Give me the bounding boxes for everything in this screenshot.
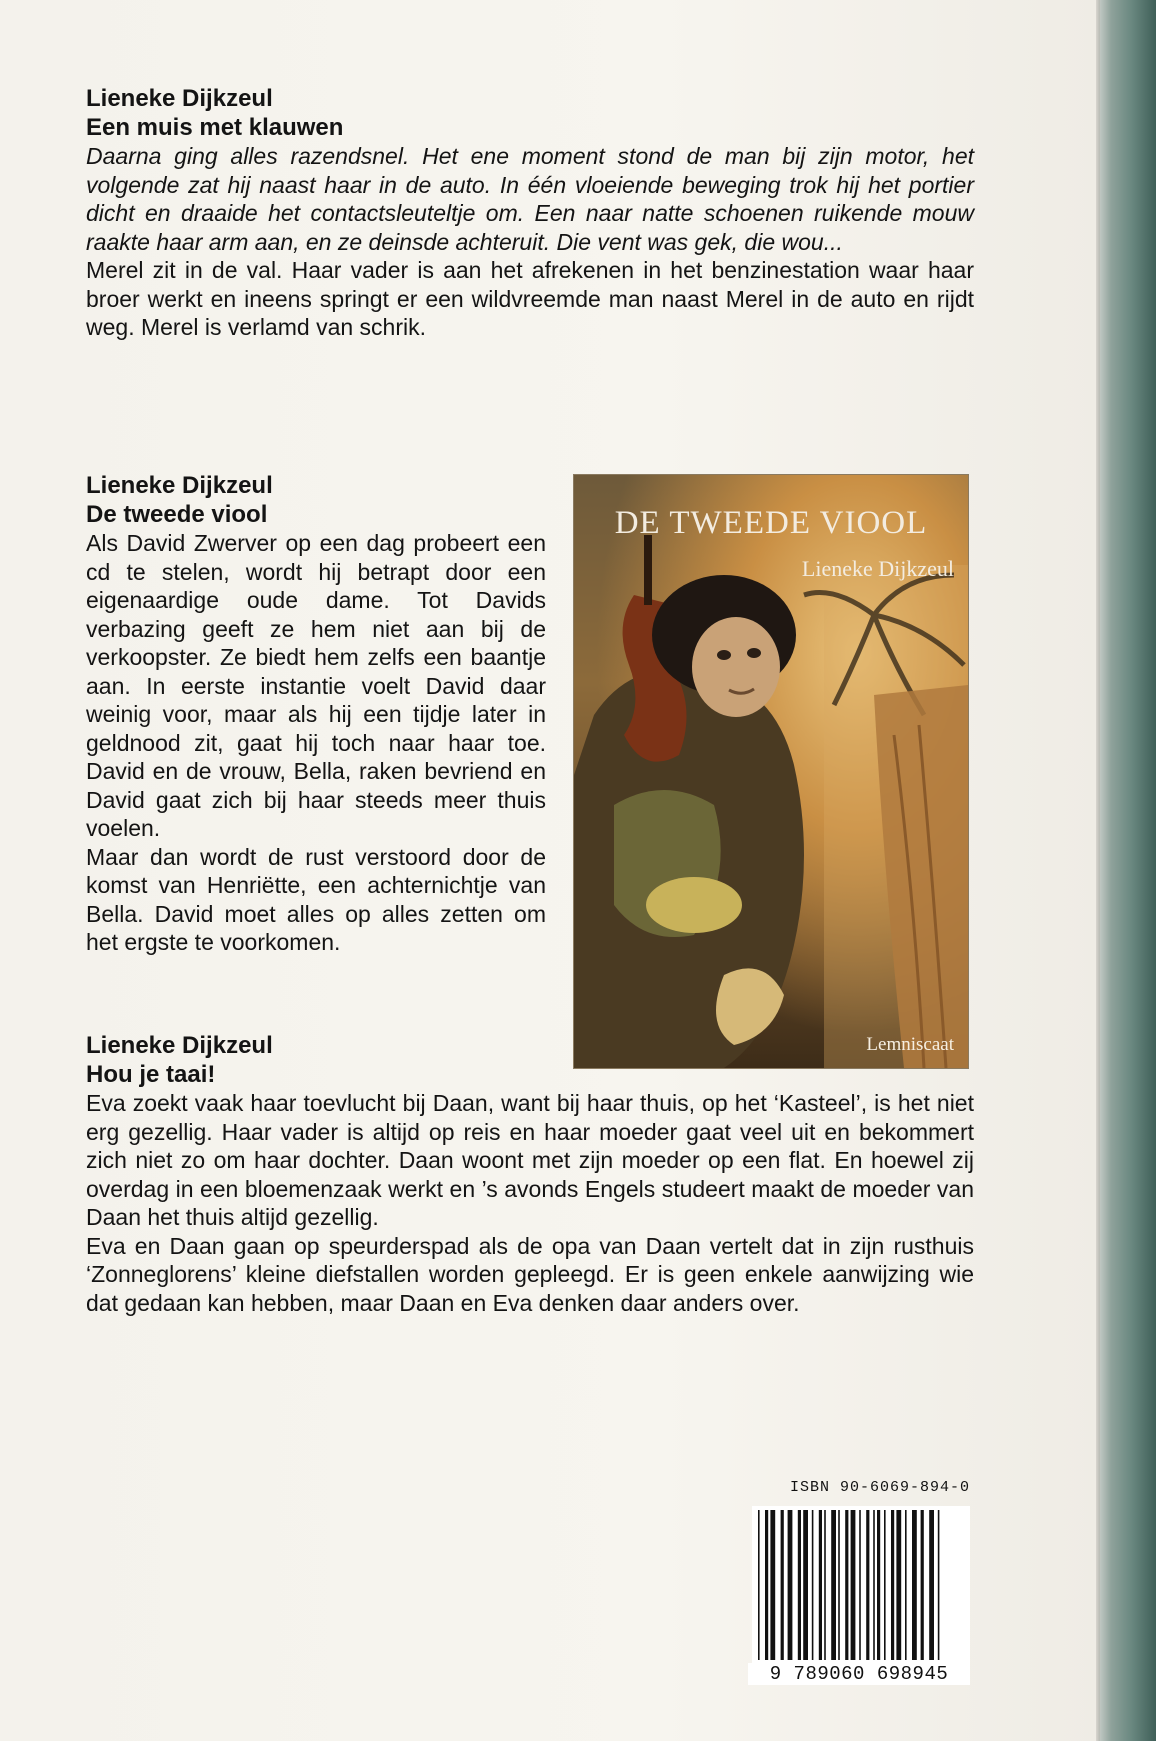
barcode-bar [758,1510,760,1660]
barcode-bar [765,1510,768,1660]
barcode-bar [838,1510,840,1660]
barcode-bars [752,1506,970,1666]
barcode-bar [798,1510,801,1660]
barcode-bar [831,1510,836,1660]
cover-title: DE TWEEDE VIOOL [614,505,928,541]
book-cover-image [574,475,968,1068]
book-blurb-hou-je-taai [86,1031,974,1317]
barcode-bar [905,1510,907,1660]
isbn-label: ISBN 90-6069-894-0 [789,1479,970,1496]
barcode-bar [851,1510,856,1660]
barcode-bar [824,1510,826,1660]
book-title: Een muis met klauwen [86,114,344,141]
barcode-bar [845,1510,848,1660]
book-title: Hou je taai! [86,1061,216,1088]
barcode-bar [884,1510,886,1660]
barcode-bar [891,1510,894,1660]
barcode-bar [859,1510,861,1660]
book-summary: Merel zit in de val. Haar vader is aan het afrekenen in het benzinestation waar haar broer werkt en ineens springt er een wildvreemde man naast Merel in de auto en rijdt weg. Merel is verlamd van schrik. [86,257,974,340]
author-name: Lieneke Dijkzeul [86,1032,273,1059]
author-name: Lieneke Dijkzeul [86,85,273,112]
barcode-bar [912,1510,917,1660]
barcode-bar [770,1510,775,1660]
barcode-bar [896,1510,901,1660]
book-summary: Eva zoekt vaak haar toevlucht bij Daan, want bij haar thuis, op het ‘Kasteel’, is het niet erg gezellig. Haar vader is altijd op reis en haar moeder gaat veel uit en bekommert zich niet zo om haar dochter. Daan woont met zijn moeder op een flat. En hoewel zij overdag in een bloemenzaak werkt en ’s avonds Engels studeert maakt de moeder van Daan het thuis altijd gezellig. [86,1090,974,1230]
barcode-bar [812,1510,814,1660]
barcode-bar [929,1510,934,1660]
barcode-bar [819,1510,822,1660]
publisher-logo: Lemniscaat [866,1034,954,1055]
barcode-bar [938,1510,940,1660]
book-summary-continued: Eva en Daan gaan op speurderspad als de opa van Daan vertelt dat in zijn rusthuis ‘Zonneglorens’ kleine diefstallen worden gepleegd. Er is geen enkele aanwijzing wie dat gedaan kan hebben, maar Daan en Eva denken daar anders over. [86,1232,974,1316]
book-blurb-een-muis-met-klauwen [86,84,974,342]
book-excerpt: Daarna ging alles razendsnel. Het ene moment stond de man bij zijn motor, het volgende zat hij naast haar in de auto. In één vloeiende beweging trok hij het portier dicht en draaide het contactsleuteltje om. Een naar natte schoenen ruikende mouw raakte haar arm aan, en ze deinsde achteruit. Die vent was gek, die wou... [86,143,974,255]
barcode-bar [803,1510,808,1660]
book-spine [1100,0,1156,1741]
barcode [752,1506,970,1676]
barcode-bar [788,1510,793,1660]
book-summary: Als David Zwerver op een dag probeert een cd te stelen, wordt hij betrapt door een eigenaardige oude dame. Tot Davids verbazing geeft ze hem niet aan bij de verkoopster. Ze biedt hem zelfs een baantje aan. In eerste instantie voelt David daar weinig voor, maar als hij een tijdje later in geldnood zit, gaat hij toch naar haar toe. David en de vrouw, Bella, raken bevriend en David gaat zich bij haar steeds meer thuis voelen. [86,530,546,841]
book-title: De tweede viool [86,501,268,528]
barcode-digits: 9 789060 698945 [748,1663,970,1685]
author-name: Lieneke Dijkzeul [86,472,273,499]
cover-author: Lieneke Dijkzeul [801,556,954,581]
barcode-bar [866,1510,869,1660]
barcode-bar [921,1510,924,1660]
barcode-bar [781,1510,784,1660]
barcode-bar [877,1510,880,1660]
book-summary-continued: Maar dan wordt de rust verstoord door de komst van Henriëtte, een achternichtje van Bella. David moet alles op alles zetten om het ergste te voorkomen. [86,843,546,955]
book-blurb-de-tweede-viool [86,471,546,957]
barcode-bar [873,1510,875,1660]
